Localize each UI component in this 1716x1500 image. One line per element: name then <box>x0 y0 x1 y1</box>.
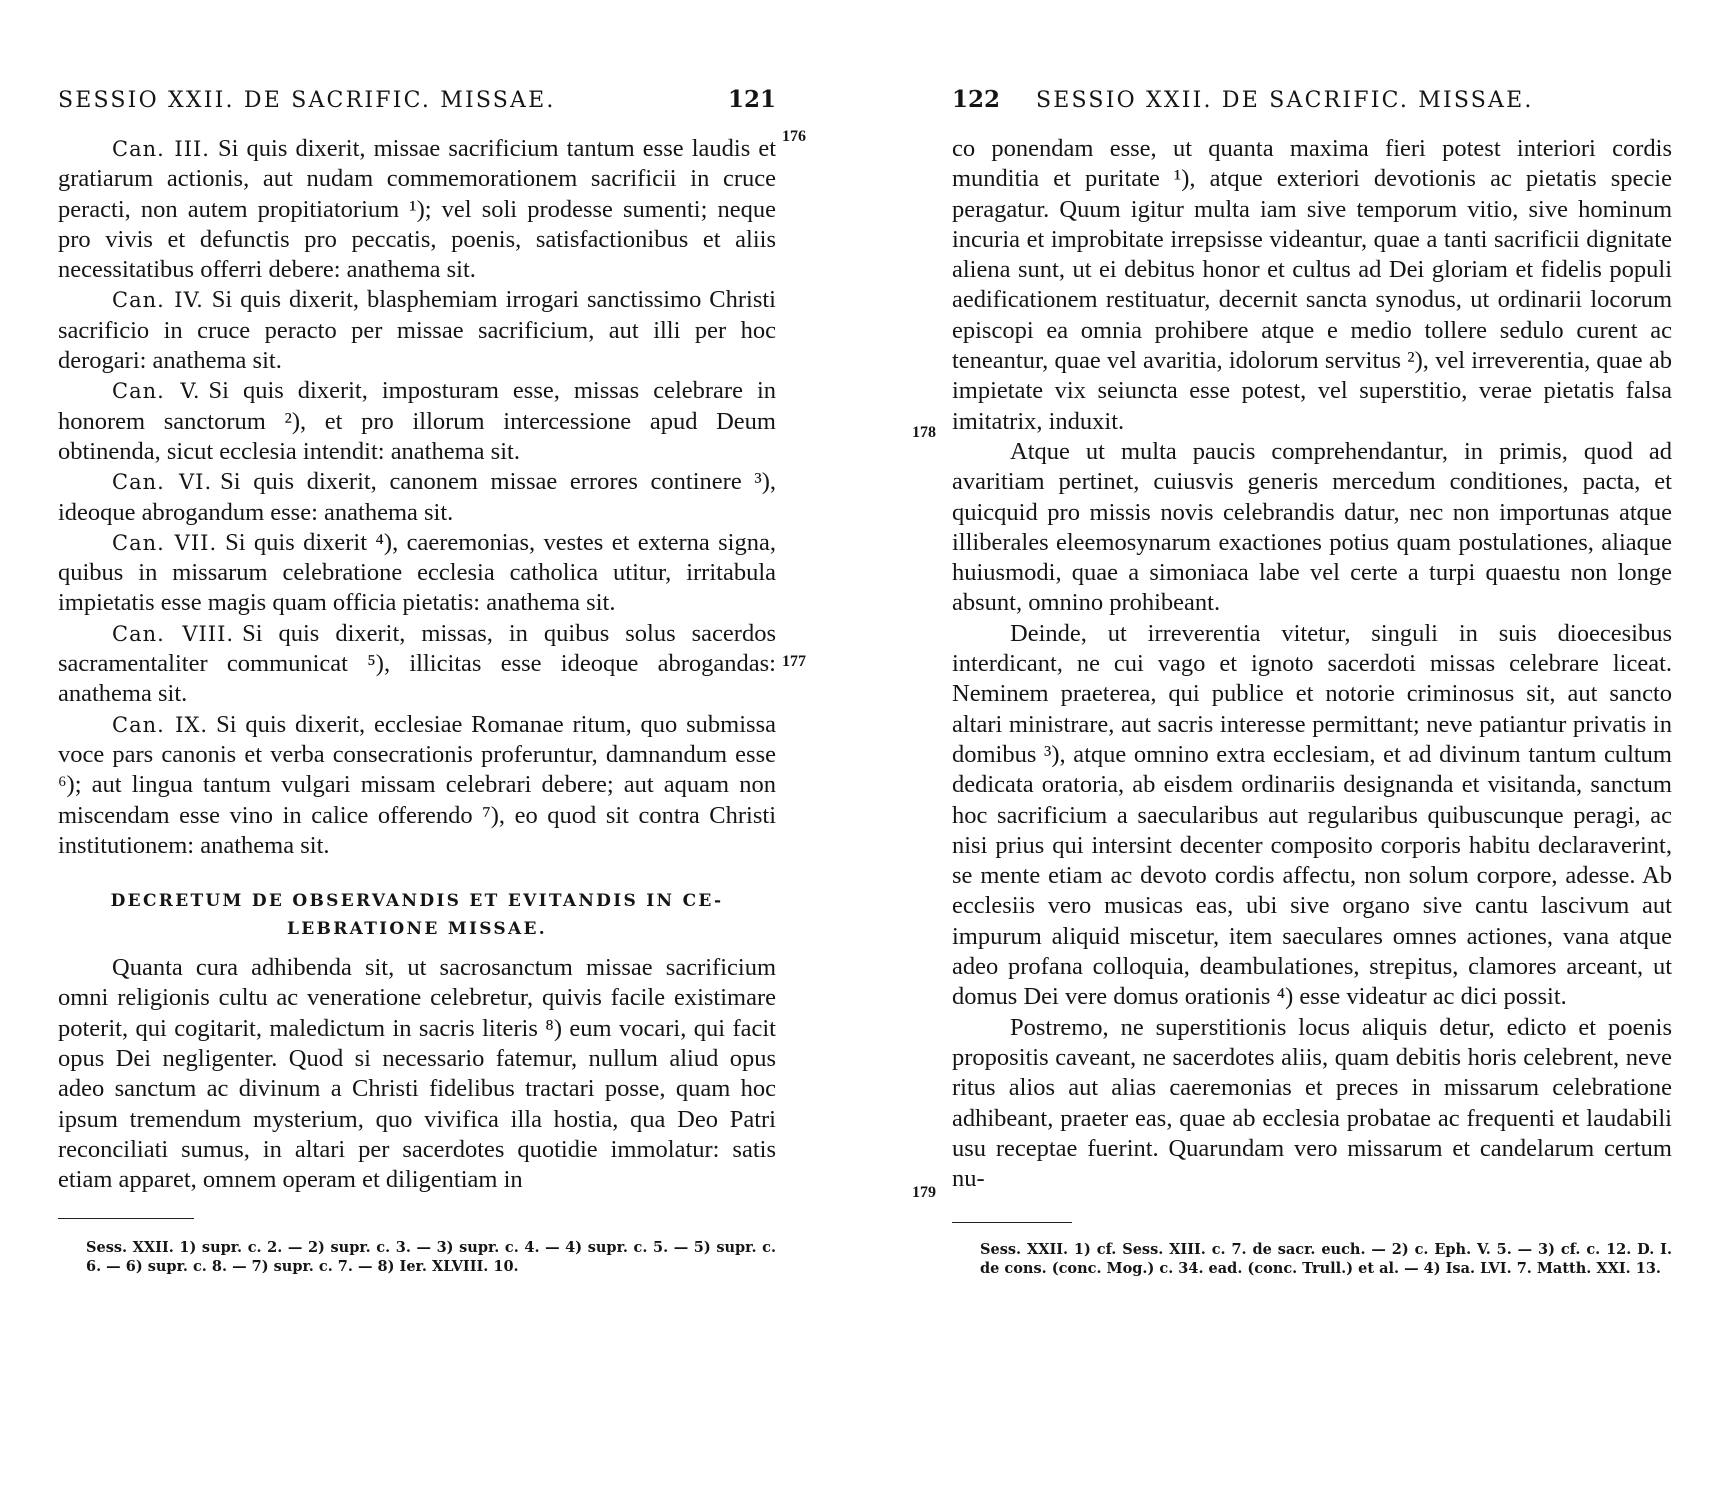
page-number: 122 <box>952 86 1001 113</box>
footnote-rule <box>58 1218 194 1219</box>
running-head <box>952 86 1672 113</box>
text-paragraph: Postremo, ne superstitionis locus aliquis detur, edicto et poenis propositis caveant, ne sacerdotes aliis, quam debitis horis celebrent, neve ritus alios aut alias caeremonias et preces in missarum celebratione adhibeant, praeter eas, quae ab ecclesia probatae ac frequenti et laudabili usu receptae fuerint. Quarundam vero missarum et candelarum certum nu- <box>952 1013 1672 1193</box>
canon-label: Can. III. <box>112 137 210 161</box>
canon-label: Can. VIII. <box>112 621 235 646</box>
canon-paragraph <box>58 710 776 861</box>
left-page <box>58 0 806 1500</box>
canon-paragraph <box>58 285 776 376</box>
decree-title-line: LEBRATIONE MISSAE. <box>287 919 547 940</box>
margin-number: 178 <box>912 424 936 441</box>
footnotes: Sess. XXII. 1) supr. c. 2. — 2) supr. c. 3. — 3) supr. c. 4. — 4) supr. c. 5. — 5) supr. c. 6. — 6) supr. c. 8. — 7) supr. c. 7. — 8) Ier. XLVIII. 10. <box>86 1239 776 1275</box>
canon-text: Si quis dixerit, blasphemiam irrogari sanctissimo Christi sacrificio in cruce peracto per missae sacrificium, aut illi per hoc derogari: anathema sit. <box>58 286 776 375</box>
running-title: SESSIO XXII. DE SACRIFIC. MISSAE. <box>58 88 556 113</box>
canon-text: Si quis dixerit, canonem missae errores continere ³), ideoque abrogandum esse: anathema sit. <box>58 468 776 526</box>
canon-label: Can. IV. <box>112 288 204 313</box>
decree-title-line: DECRETUM DE OBSERVANDIS ET EVITANDIS IN CE- <box>110 891 724 912</box>
running-title: SESSIO XXII. DE SACRIFIC. MISSAE. <box>1036 88 1534 113</box>
canon-paragraph <box>58 619 776 710</box>
canon-paragraph <box>58 134 776 285</box>
margin-number: 176 <box>782 128 806 145</box>
canon-text: Si quis dixerit, missas, in quibus solus sacerdos sacramentaliter communicat ⁵), illicitas esse ideoque abrogandas: anathema sit. <box>58 619 776 708</box>
canon-paragraph <box>58 467 776 528</box>
margin-number: 179 <box>912 1184 936 1201</box>
margin-number: 177 <box>782 653 806 670</box>
running-head <box>58 86 776 113</box>
canon-label: Can. IX. <box>112 712 209 737</box>
canon-paragraph <box>58 376 776 467</box>
footnotes: Sess. XXII. 1) cf. Sess. XIII. c. 7. de sacr. euch. — 2) c. Eph. V. 5. — 3) cf. c. 12. D. I. de cons. (conc. Mog.) c. 34. ead. (conc. Trull.) et al. — 4) Isa. LVI. 7. Matth. XXI. 13. <box>980 1241 1672 1277</box>
page-number: 121 <box>727 86 776 113</box>
text-paragraph: co ponendam esse, ut quanta maxima fieri potest interiori cordis munditia et puritate ¹), atque exteriori devotionis ac pietatis specie peragatur. Quum igitur multa iam sive temporum vitio, sive hominum incuria et improbitate irrepsisse videantur, quae a tanti sacrificii dignitate aliena sunt, ut ei debitus honor et cultus ad Dei gloriam et fidelis populi aedificationem restituatur, decernit sancta synodus, ut ordinarii locorum episcopi ea omnia prohibere atque e medio tollere sedulo curent ac teneantur, quae vel avaritia, idolorum servitus ²), vel irreverentia, quae ab impietate vix seiuncta esse potest, vel superstitio, verae pietatis falsa imitatrix, induxit. <box>952 135 1672 435</box>
canon-label: Can. V. <box>112 379 201 404</box>
right-body-text <box>952 134 1672 1194</box>
decree-title <box>58 887 776 943</box>
left-body-text <box>58 134 776 1196</box>
text-paragraph: Deinde, ut irreverentia vitetur, singuli in suis dioecesibus interdicant, ne cui vago et ignoto sacerdoti missas celebrare liceat. Neminem praeterea, qui publice et notorie criminosus sit, aut sancto altari ministrare, aut sacris interesse permittant; neve patiantur privatis in domibus ³), atque omnino extra ecclesiam, et ad divinum tantum cultum dedicata oratoria, ab eisdem ordinariis designanda et visitanda, sanctum hoc sacrificium a saecularibus aut regularibus quibuscunque peragi, ac nisi prius qui intersint decenter composito corporis habitu declaraverint, se mente etiam ac devoto cordis affectu, non solum corpore, adesse. Ab ecclesiis vero musicas eas, ubi sive organo sive cantu lascivum aut impurum aliquid miscetur, item saeculares omnes actiones, vana atque adeo profana colloquia, deambulationes, strepitus, clamores arceant, ut domus Dei vere domus orationis ⁴) esse videatur ac dici possit. <box>952 619 1672 1011</box>
canon-paragraph <box>58 528 776 619</box>
canon-text: Si quis dixerit, missae sacrificium tantum esse laudis et gratiarum actionis, aut nudam commemorationem sacrificii in cruce peracti, non autem propitiatorium ¹); vel soli prodesse sumenti; neque pro vivis et defunctis pro peccatis, poenis, satisfactionibus et aliis necessitatibus offerri debere: anathema sit. <box>58 135 776 284</box>
canon-label: Can. VII. <box>112 530 218 555</box>
canon-label: Can. VI. <box>112 470 213 495</box>
footnote-rule <box>952 1222 1072 1223</box>
canon-text: Si quis dixerit, imposturam esse, missas celebrare in honorem sanctorum ²), et pro illorum intercessione apud Deum obtinenda, sicut ecclesia intendit: anathema sit. <box>58 377 776 465</box>
right-page <box>912 0 1672 1500</box>
canon-text: Si quis dixerit, ecclesiae Romanae ritum, quo submissa voce pars canonis et verba consecrationis proferuntur, damnandum esse ⁶); aut lingua tantum vulgari missam celebrari debere; aut aquam non miscendam esse vino in calice offerendo ⁷), eo quod sit contra Christi institutionem: anathema sit. <box>58 710 776 859</box>
text-paragraph: Atque ut multa paucis comprehendantur, in primis, quod ad avaritiam pertinet, cuiusvis generis mercedum conditiones, pacta, et quicquid pro missis novis celebrandis datur, nec non importunas atque illiberales eleemosynarum exactiones potius quam postulationes, aliaque huiusmodi, quae a simoniaca labe vel certe a turpi quaestu non longe absunt, omnino prohibeant. <box>952 437 1672 617</box>
canon-text: Si quis dixerit ⁴), caeremonias, vestes et externa signa, quibus in missarum celebratione ecclesia catholica utitur, irritabula impietatis esse magis quam officia pietatis: anathema sit. <box>58 528 776 617</box>
decree-paragraph: Quanta cura adhibenda sit, ut sacrosanctum missae sacrificium omni religionis cultu ac veneratione celebretur, quivis facile existimare poterit, qui cogitarit, maledictum in sacris literis ⁸) eum vocari, qui facit opus Dei negligenter. Quod si necessario fatemur, nullum aliud opus adeo sanctum ac divinum a Christi fidelibus tractari posse, quam hoc ipsum tremendum mysterium, quo vivifica illa hostia, qua Deo Patri reconciliati sumus, in altari per sacerdotes quotidie immolatur: satis etiam apparet, omnem operam et diligentiam in <box>58 954 776 1194</box>
